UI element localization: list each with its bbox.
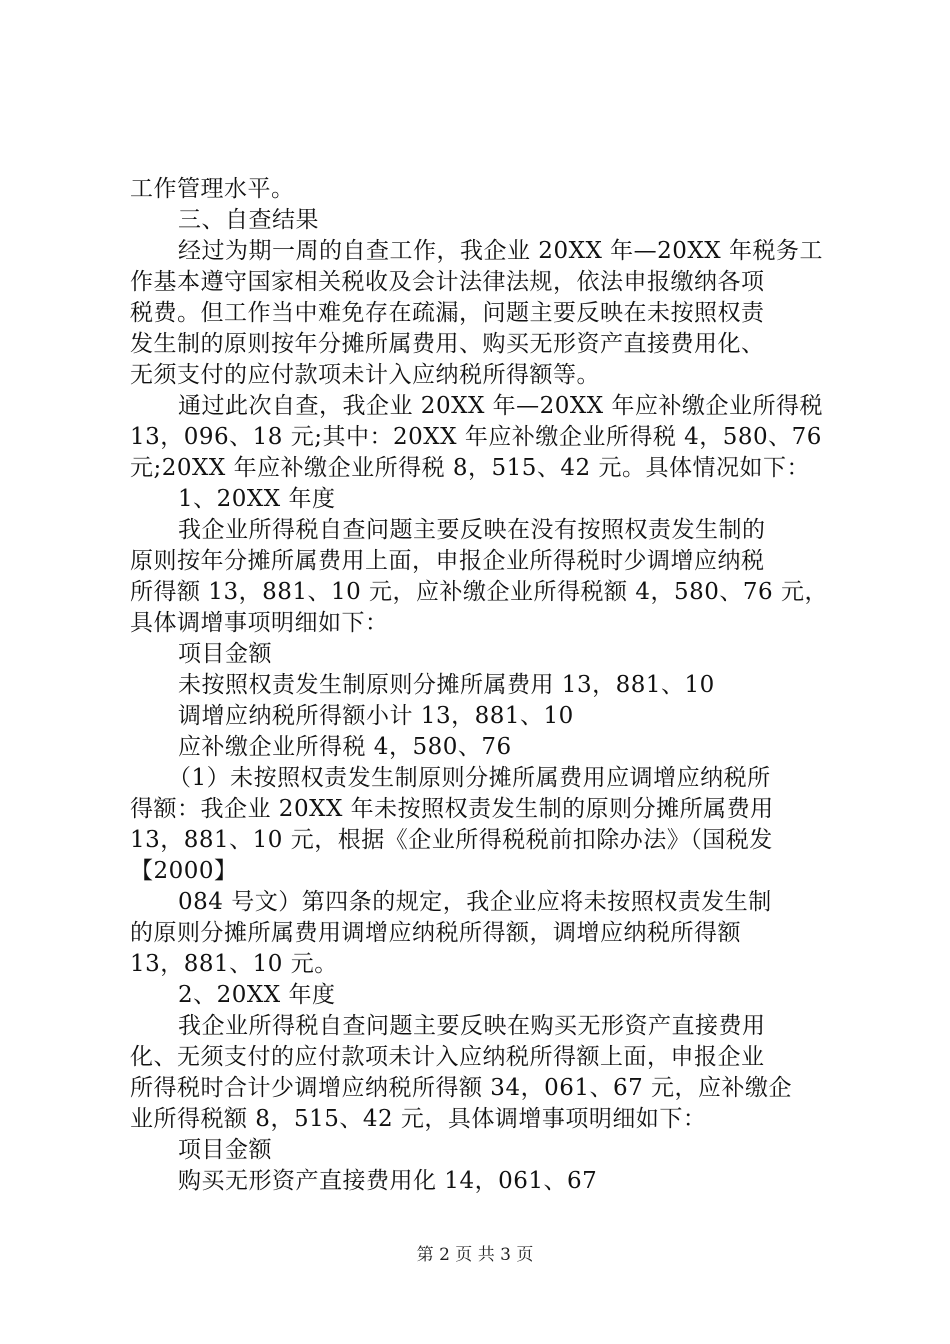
text-line: 13，881、10 元。 (130, 951, 338, 977)
text-line: 得额：我企业 20XX 年未按照权责发生制的原则分摊所属费用 (130, 796, 774, 822)
subsection-heading: 1、20XX 年度 (178, 486, 336, 512)
text-line: 原则按年分摊所属费用上面，申报企业所得税时少调增应纳税 (130, 548, 765, 574)
text-line: 经过为期一周的自查工作，我企业 20XX 年—20XX 年税务工 (178, 238, 823, 264)
table-header-line: 项目金额 (178, 641, 272, 667)
text-line: 084 号文）第四条的规定，我企业应将未按照权责发生制 (178, 889, 772, 915)
table-header-line: 项目金额 (178, 1137, 272, 1163)
text-line: 业所得税额 8，515、42 元，具体调增事项明细如下： (130, 1106, 707, 1132)
page-number-footer: 第 2 页 共 3 页 (416, 1245, 534, 1265)
table-item-line: 调增应纳税所得额小计 13，881、10 (178, 703, 574, 729)
text-line: （1）未按照权责发生制原则分摊所属费用应调增应纳税所 (168, 765, 771, 791)
text-line: 税费。但工作当中难免存在疏漏，问题主要反映在未按照权责 (130, 300, 765, 326)
text-line: 作基本遵守国家相关税收及会计法律法规，依法申报缴纳各项 (130, 269, 765, 295)
text-line: 工作管理水平。 (130, 176, 295, 202)
text-line: 具体调增事项明细如下： (130, 610, 389, 636)
text-line: 我企业所得税自查问题主要反映在没有按照权责发生制的 (178, 517, 766, 543)
table-item-line: 应补缴企业所得税 4，580、76 (178, 734, 512, 760)
table-item-line: 购买无形资产直接费用化 14，061、67 (178, 1168, 598, 1194)
text-line: 无须支付的应付款项未计入应纳税所得额等。 (130, 362, 600, 388)
text-line: 所得税时合计少调增应纳税所得额 34，061、67 元，应补缴企 (130, 1075, 793, 1101)
text-line: 元;20XX 年应补缴企业所得税 8，515、42 元。具体情况如下： (130, 455, 810, 481)
table-item-line: 未按照权责发生制原则分摊所属费用 13，881、10 (178, 672, 715, 698)
text-line: 化、无须支付的应付款项未计入应纳税所得额上面，申报企业 (130, 1044, 765, 1070)
text-line: 13，096、18 元;其中：20XX 年应补缴企业所得税 4，580、76 (130, 424, 822, 450)
text-line: 我企业所得税自查问题主要反映在购买无形资产直接费用 (178, 1013, 766, 1039)
text-line: 通过此次自查，我企业 20XX 年—20XX 年应补缴企业所得税 (178, 393, 823, 419)
text-line: 的原则分摊所属费用调增应纳税所得额，调增应纳税所得额 (130, 920, 741, 946)
text-line: 所得额 13，881、10 元，应补缴企业所得税额 4，580、76 元， (130, 579, 828, 605)
subsection-heading: 2、20XX 年度 (178, 982, 336, 1008)
text-line: 13，881、10 元，根据《企业所得税税前扣除办法》（国税发 (130, 827, 773, 853)
text-line: 发生制的原则按年分摊所属费用、购买无形资产直接费用化、 (130, 331, 765, 357)
text-line: 【2000】 (130, 858, 238, 884)
section-heading: 三、自查结果 (178, 207, 319, 233)
